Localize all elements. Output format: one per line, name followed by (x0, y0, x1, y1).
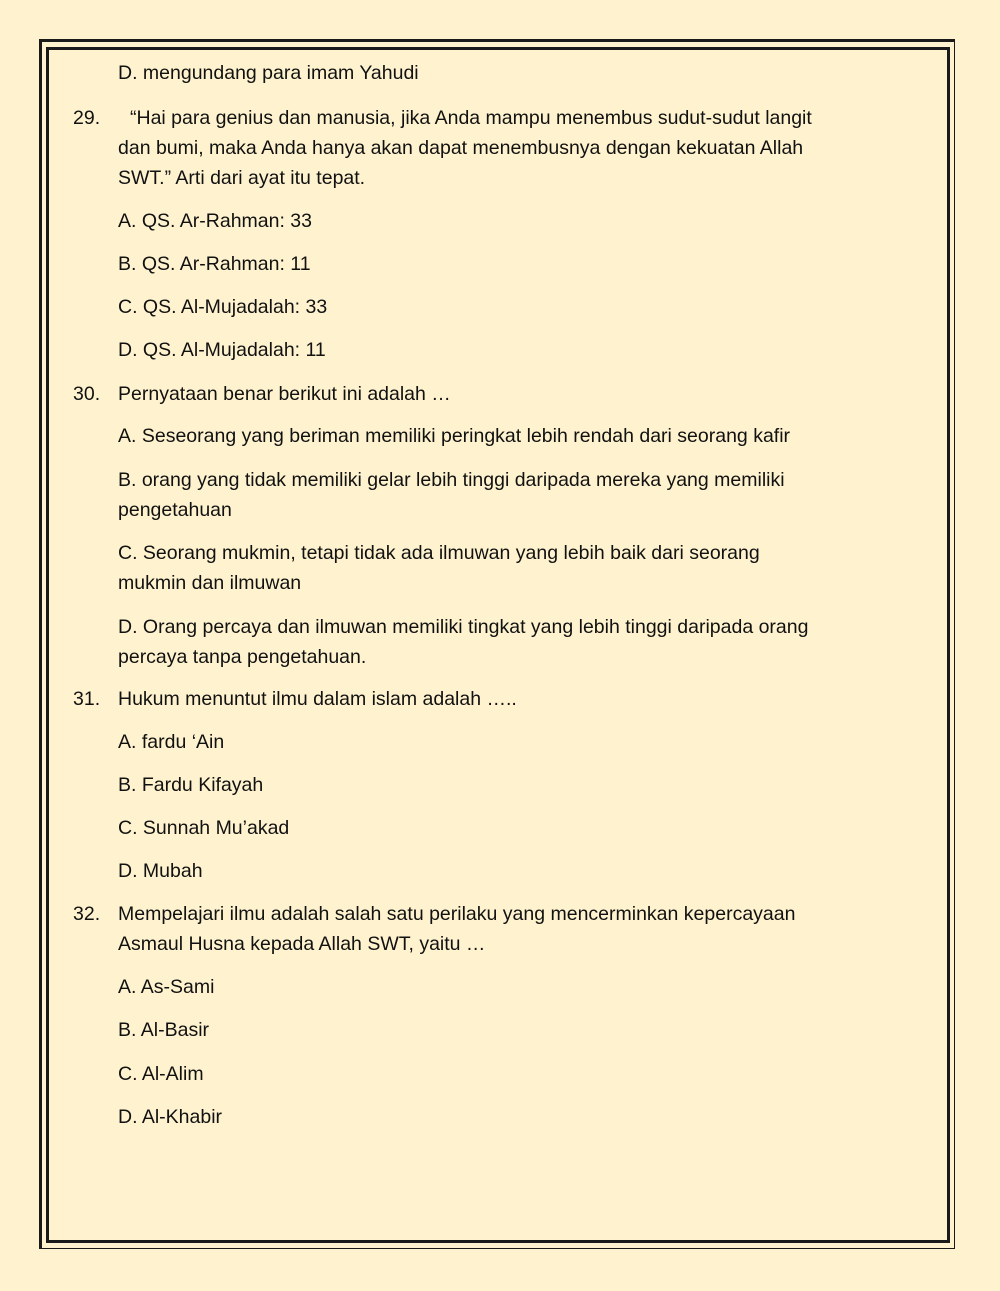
q29-text-line-3: SWT.” Arti dari ayat itu tepat. (118, 167, 366, 189)
q29-option-d: D. QS. Al-Mujadalah: 11 (118, 339, 326, 361)
q32-option-a: A. As-Sami (118, 976, 215, 998)
q30-text: Pernyataan benar berikut ini adalah … (118, 383, 451, 405)
q29-option-a: A. QS. Ar-Rahman: 33 (118, 210, 313, 232)
q32-option-c: C. Al-Alim (118, 1063, 204, 1085)
q31-text: Hukum menuntut ilmu dalam islam adalah ….. (118, 688, 517, 710)
q31-option-b: B. Fardu Kifayah (118, 774, 264, 796)
q32-option-b: B. Al-Basir (118, 1019, 210, 1041)
q32-text-line-2: Asmaul Husna kepada Allah SWT, yaitu … (118, 933, 486, 955)
q30-option-b-line-1: B. orang yang tidak memiliki gelar lebih tinggi daripada mereka yang memiliki (118, 469, 785, 491)
q32-text-line-1: Mempelajari ilmu adalah salah satu perilaku yang mencerminkan kepercayaan (118, 903, 796, 925)
q31-option-c: C. Sunnah Mu’akad (118, 817, 290, 839)
q30-number: 30. (73, 383, 101, 405)
q32-option-d: D. Al-Khabir (118, 1106, 223, 1128)
q29-text-line-1: “Hai para genius dan manusia, jika Anda mampu menembus sudut-sudut langit (130, 107, 812, 129)
q30-option-d-line-1: D. Orang percaya dan ilmuwan memiliki tingkat yang lebih tinggi daripada orang (118, 616, 809, 638)
q31-option-a: A. fardu ‘Ain (118, 731, 225, 753)
q31-number: 31. (73, 688, 101, 710)
q30-option-d-line-2: percaya tanpa pengetahuan. (118, 646, 367, 668)
q30-option-c-line-2: mukmin dan ilmuwan (118, 572, 302, 594)
q32-number: 32. (73, 903, 101, 925)
q28-option-d: D. mengundang para imam Yahudi (118, 62, 419, 84)
q29-option-c: C. QS. Al-Mujadalah: 33 (118, 296, 328, 318)
q29-number: 29. (73, 107, 101, 129)
q30-option-c-line-1: C. Seorang mukmin, tetapi tidak ada ilmuwan yang lebih baik dari seorang (118, 542, 760, 564)
q29-option-b: B. QS. Ar-Rahman: 11 (118, 253, 311, 275)
q30-option-b-line-2: pengetahuan (118, 499, 232, 521)
q31-option-d: D. Mubah (118, 860, 203, 882)
q29-text-line-2: dan bumi, maka Anda hanya akan dapat menembusnya dengan kekuatan Allah (118, 137, 804, 159)
q30-option-a: A. Seseorang yang beriman memiliki peringkat lebih rendah dari seorang kafir (118, 425, 791, 447)
